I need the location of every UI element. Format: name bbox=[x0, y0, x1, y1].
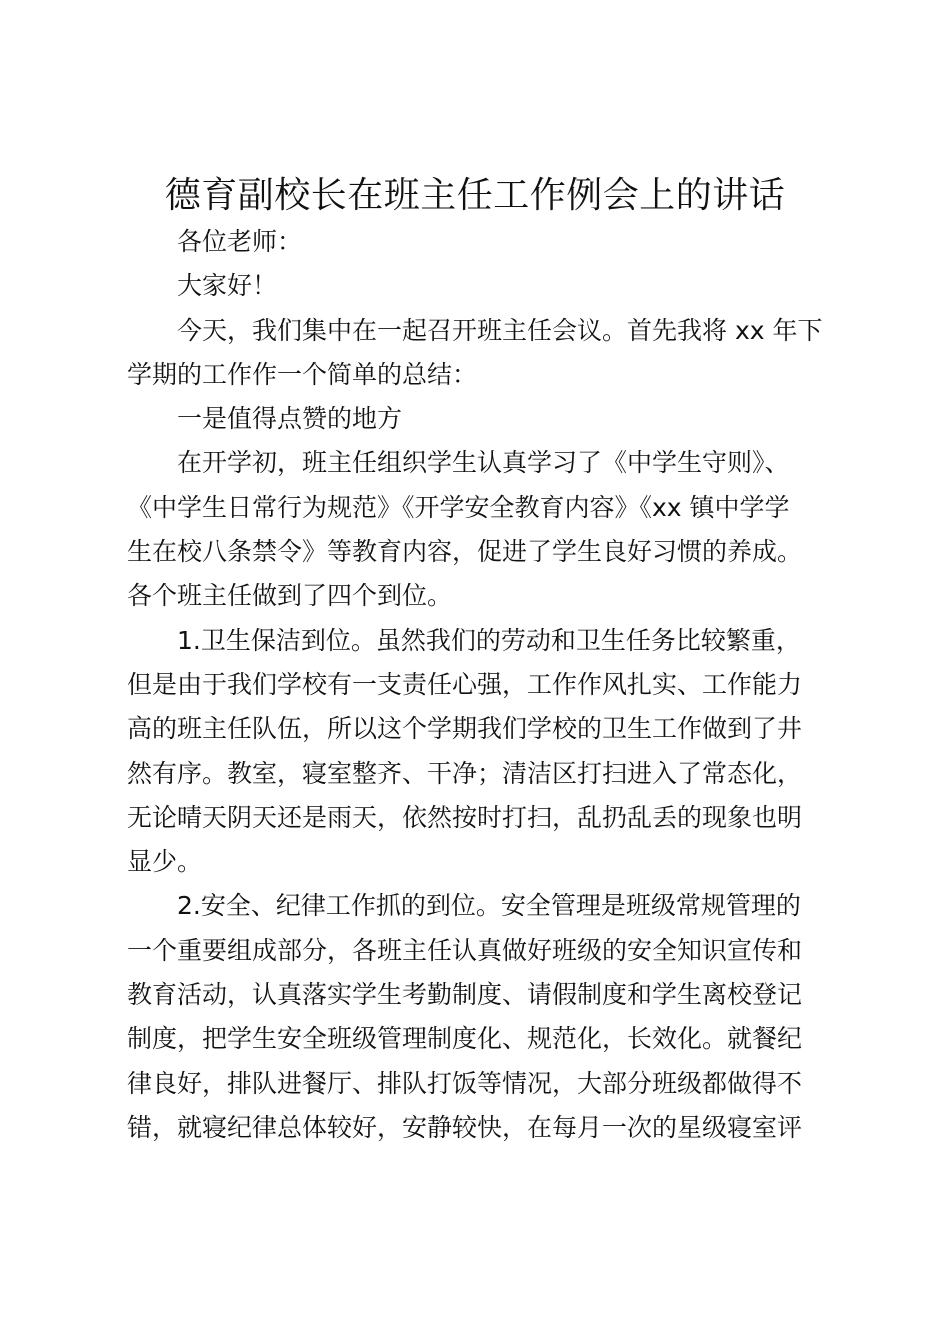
text-line: 制度，把学生安全班级管理制度化、规范化，长效化。就餐纪 bbox=[127, 1024, 803, 1054]
text-line: 一个重要组成部分，各班主任认真做好班级的安全知识宣传和 bbox=[127, 935, 803, 965]
paragraph-hygiene bbox=[127, 619, 835, 885]
text-line: 生在校八条禁令》等教育内容，促进了学生良好习惯的养成。 bbox=[127, 537, 803, 567]
text-line: 教育活动，认真落实学生考勤制度、请假制度和学生离校登记 bbox=[127, 980, 803, 1010]
greeting-line: 各位老师： bbox=[177, 227, 303, 256]
text-line: 在开学初，班主任组织学生认真学习了《中学生守则》、 bbox=[177, 448, 790, 478]
text-line: 然有序。教室，寝室整齐、干净；清洁区打扫进入了常态化， bbox=[127, 758, 803, 788]
text-line: 无论晴天阴天还是雨天，依然按时打扫，乱扔乱丢的现象也明 bbox=[127, 802, 803, 832]
greeting-line: 大家好！ bbox=[177, 271, 278, 301]
text-line: 错，就寝纪律总体较好，安静较快，在每月一次的星级寝室评 bbox=[127, 1112, 803, 1142]
document-title: 德育副校长在班主任工作例会上的讲话 bbox=[164, 175, 786, 216]
text-line: 《中学生日常行为规范》《开学安全教育内容》《xx 镇中学学 bbox=[127, 492, 790, 522]
paragraph-safety bbox=[127, 884, 835, 1150]
text-line: 高的班主任队伍，所以这个学期我们学校的卫生工作做到了井 bbox=[127, 714, 803, 744]
text-line: 1.卫生保洁到位。虽然我们的劳动和卫生任务比较繁重， bbox=[177, 625, 801, 655]
text-line: 今天，我们集中在一起召开班主任会议。首先我将 xx 年下 bbox=[177, 315, 823, 345]
text-line: 但是由于我们学校有一支责任心强，工作作风扎实、工作能力 bbox=[127, 669, 803, 699]
intro-paragraph bbox=[127, 309, 835, 398]
text-line: 学期的工作作一个简单的总结： bbox=[127, 359, 478, 389]
text-line: 2.安全、纪律工作抓的到位。安全管理是班级常规管理的 bbox=[177, 891, 801, 921]
document-body bbox=[127, 220, 835, 1150]
section-heading: 一是值得点赞的地方 bbox=[177, 404, 403, 434]
text-line: 律良好，排队进餐厅、排队打饭等情况，大部分班级都做得不 bbox=[127, 1068, 803, 1098]
text-line: 显少。 bbox=[127, 847, 203, 877]
paragraph-study bbox=[127, 441, 835, 618]
text-line: 各个班主任做到了四个到位。 bbox=[127, 581, 453, 611]
